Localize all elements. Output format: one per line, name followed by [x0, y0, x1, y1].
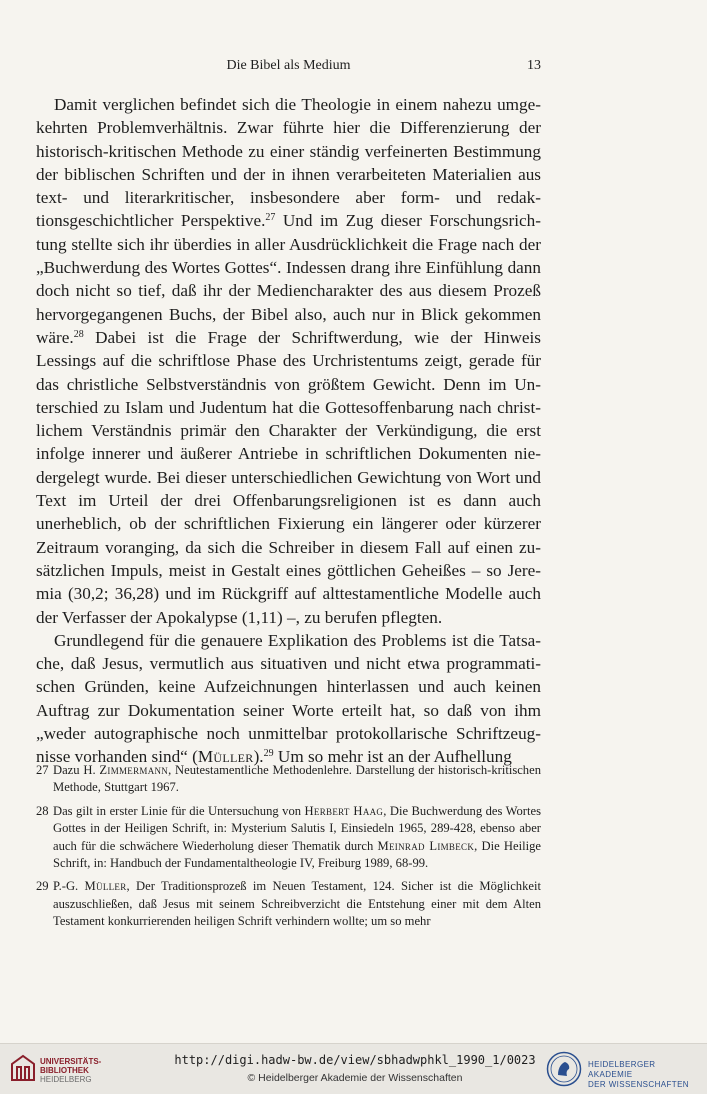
footnote-text: P.-G. — [53, 879, 85, 894]
footnote-text: , Neutestamentliche Methodenlehre. Darstellung der historisch-kritischen Methode, Stuttgart 1967. — [53, 763, 541, 795]
footnote-ref-27: 27 — [265, 212, 276, 224]
paragraph-text: Dabei ist die Frage der Schriftwerdung, wie der Hinweis Lessings auf die schriftlose Phase des Urchristentums zeigt, gerade für das christliche Selbstverständnis von größtem Gewicht. Denn im Unterschied zu Islam und Judentum hat die Gottesoffenbarung nach christlichem Verständnis primär den Charakter der Verkündigung, die erst infolge innerer und äußerer Antriebe in schriftlichen Dokumenten niedergelegt wurde. Bei dieser unterschiedlichen Gewichtung von Wort und Text im Urteil der drei Offenbarungsreligionen ist es dann auch unerheblich, ob der schriftlichen Fixierung ein längerer oder kürzerer Zeitraum voranging, da sich die Schreiber in diesem Fall auf einen zusätzlichen Impuls, meist in Gestalt eines göttlichen Geheißes – so Jeremia (30,2; 36,28) und im Rückgriff auf alttestamentliche Modelle auch der Verfasser der Apokalypse (1,11) –, zu berufen pflegten. — [36, 327, 541, 627]
footnote-ref-29: 29 — [263, 748, 274, 760]
paragraph-2 — [36, 629, 541, 769]
viewer-footer — [0, 1043, 707, 1094]
footnote-text: Das gilt in erster Linie für die Untersuchung von — [53, 803, 305, 818]
author-name: Müller — [197, 747, 254, 767]
academy-name-line: HEIDELBERGER AKADEMIE — [588, 1060, 656, 1079]
library-name — [40, 1057, 101, 1084]
footnote-number: 29 — [36, 879, 49, 894]
footnote-number: 28 — [36, 803, 49, 818]
footnote-29 — [36, 878, 541, 930]
footnote-28 — [36, 803, 541, 873]
author-name: Zimmermann — [99, 763, 169, 777]
academy-name-line: DER WISSENSCHAFTEN — [588, 1080, 689, 1089]
academy-logo[interactable] — [546, 1050, 702, 1088]
academy-seal-icon — [546, 1051, 582, 1087]
paragraph-text: Grundlegend für die genauere Explikation des Problems ist die Tatsache, daß Jesus, vermutlich aus situativen und nicht etwa programmatischen Gründen, keine Aufzeichnungen hinterlassen und auch keinen Auftrag zur Dokumentation seiner Worte erteilt hat, so daß von ihm „weder autographische noch unmittelbar protokollarische Schriftzeugnisse vorhanden sind“ ( — [36, 630, 541, 767]
library-building-icon — [10, 1054, 36, 1082]
footnote-text: , Der Traditionsprozeß im Neuen Testament, 124. Sicher ist die Möglichkeit auszuschließen, daß Jesus mit seinem Schreibverzicht die Entstehung einer mit dem Alten Testament konkurrierenden heiligen Schrift verhindern wollte; um so mehr — [53, 879, 541, 929]
footnote-ref-28: 28 — [73, 328, 84, 340]
author-name: Meinrad Limbeck — [377, 838, 475, 853]
running-title: Die Bibel als Medium — [226, 58, 351, 73]
running-head — [36, 58, 541, 78]
footnote-text: Dazu H. — [53, 763, 100, 777]
paragraph-text: ). — [253, 747, 264, 767]
main-text — [36, 93, 541, 769]
footnote-text: , Die Heilige Schrift, in: Handbuch der Fundamentaltheologie IV, Freiburg 1989, 68-99. — [53, 838, 541, 871]
paragraph-text: Um so mehr ist an der Aufhellung — [273, 747, 512, 767]
paragraph-1 — [36, 93, 541, 629]
author-name: Müller — [84, 879, 127, 894]
library-name-line: UNIVERSITÄTS- — [40, 1057, 102, 1066]
footnote-text: , Die Buchwerdung des Wortes Gottes in der Heiligen Schrift, in: Mysterium Salutis I, Einsiedeln 1965, 289-428, ebenso aber auch für die schwächere Wiederholung dieser Thematik durch — [53, 803, 541, 853]
permalink-url[interactable]: http://digi.hadw-bw.de/view/sbhadwphkl_1990_1/0023 — [174, 1053, 536, 1067]
academy-name — [588, 1060, 702, 1090]
library-name-line: HEIDELBERG — [40, 1075, 92, 1084]
author-name: Herbert Haag — [304, 803, 384, 818]
university-library-logo[interactable] — [10, 1052, 130, 1086]
footnote-number: 27 — [36, 763, 49, 777]
copyright-notice: © Heidelberger Akademie der Wissenschaften — [247, 1072, 463, 1084]
library-name-line: BIBLIOTHEK — [40, 1066, 89, 1075]
footnotes — [36, 762, 541, 937]
footnote-27 — [36, 762, 541, 797]
page-number: 13 — [527, 58, 541, 73]
paragraph-text: Und im Zug dieser Forschungsrichtung stellte sich ihr überdies in aller Ausdrücklichkeit die Frage nach der „Buchwerdung des Wortes Gottes“. Indessen drang ihre Einfühlung dann doch nicht so tief, daß ihr der Mediencharakter des aus diesem Prozeß hervorgegangenen Buchs, der Bibel also, auch nur in Blick gekommen wäre. — [36, 211, 541, 347]
paragraph-text: Damit verglichen befindet sich die Theologie in einem nahezu umgekehrten Problemverhältnis. Zwar führte hier die Differenzierung der historisch-kritischen Methode zu einer ständig verfeinerten Bestimmung der biblischen Schriften und der in ihnen verarbeiteten Materialien aus text- und literarkritischer, insbesondere aber form- und redaktionsgeschichtlicher Perspektive. — [36, 95, 541, 231]
